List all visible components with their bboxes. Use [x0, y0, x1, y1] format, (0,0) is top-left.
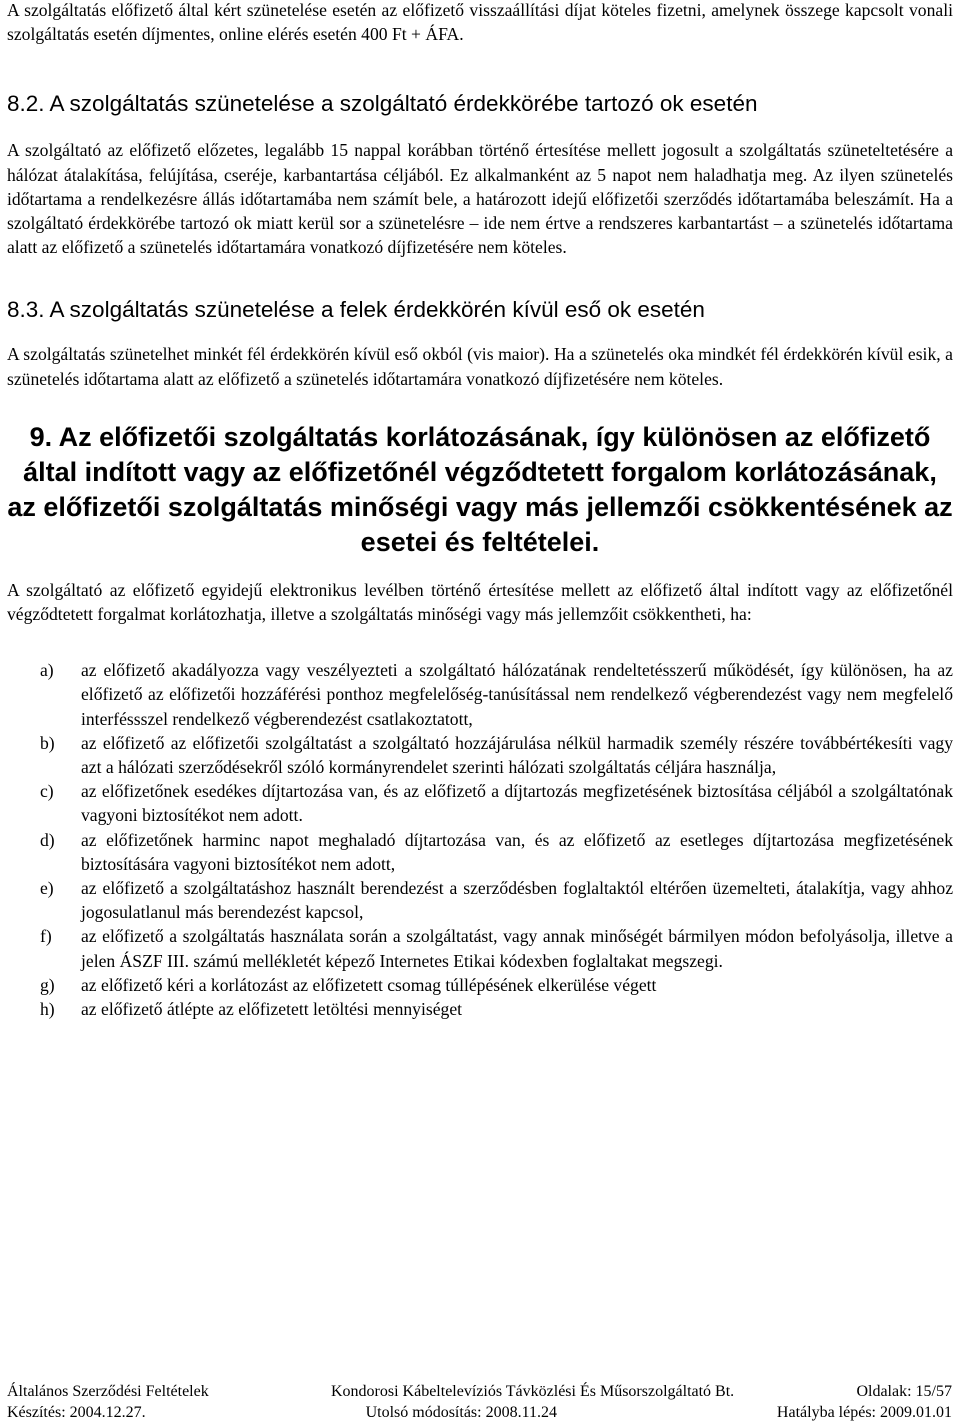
page-footer: [7, 1381, 952, 1423]
list-item: [7, 779, 953, 827]
footer-effective-date: Hatályba lépés: 2009.01.01: [776, 1404, 952, 1421]
list-item: [7, 973, 953, 997]
section-9-heading: 9. Az előfizetői szolgáltatás korlátozásának, így különösen az előfizető által indított vagy az előfizetőnél végződtetett forgalom korlátozásának, az előfizetői szolgáltatás minőségi vagy más jellemzői csökkentésének az esetei és feltételei.: [7, 421, 953, 557]
footer-row-1: [7, 1381, 952, 1402]
list-item-text: az előfizető átlépte az előfizetett letöltési mennyiséget: [81, 999, 463, 1020]
section-8-2-body: A szolgáltató az előfizető előzetes, legalább 15 nappal korábban történő értesítése mellett jogosult a szolgáltatás szüneteltetésére a hálózat átalakítása, felújítása, cseréje, karbantartása céljából. Ez alkalmanként az 5 napot nem haladhatja meg. Az ilyen szünetelés időtartama a rendelkezésre állás időtartamába nem számít bele, a határozott idejű előfizetői szerződés időtartamába beleszámít. Ha a szolgáltató érdekkörébe tartozó ok miatt kerül sor a szünetelésre – ide nem értve a rendszeres karbantartást – a szünetelés időtartama alatt az előfizető a szünetelés időtartamára vonatkozó díjfizetésére nem köteles.: [7, 140, 953, 258]
intro-paragraph: A szolgáltatás előfizető által kért szünetelése esetén az előfizető visszaállítási díjat köteles fizetni, amelynek összege kapcsolt vonali szolgáltatás esetén díjmentes, online elérés esetén 400 Ft + ÁFA.: [7, 0, 953, 45]
document-page: [7, 0, 953, 1021]
list-item-text: az előfizető az előfizetői szolgáltatást a szolgáltató hozzájárulása nélkül harmadik személy részére továbbértékesíti vagy azt a hálózati szerződésekről szóló kormányrendelet szerinti hálózati szolgáltatás céljára használja,: [81, 732, 953, 778]
list-item-text: az előfizető a szolgáltatás használata során a szolgáltatást, vagy annak minőségét bármilyen módon befolyásolja, illetve a jelen ÁSZF III. számú mellékletét képező Internetes Etikai kódexben foglaltakat megszegi.: [81, 926, 953, 971]
section-8-3-body: A szolgáltatás szünetelhet minkét fél érdekkörén kívül eső okból (vis maior). Ha a szünetelés oka mindkét fél érdekkörén kívül esik, a szünetelés időtartama alatt az előfizető a szünetelés időtartamára vonatkozó díjfizetésére nem köteles.: [7, 344, 953, 389]
footer-modified-date: Utolsó módosítás: 2008.11.24: [365, 1404, 557, 1421]
footer-company: Kondorosi Kábeltelevíziós Távközlési És Műsorszolgáltató Bt.: [330, 1383, 735, 1400]
footer-row-2: [7, 1402, 952, 1423]
list-item: [7, 924, 953, 972]
section-8-3-heading: 8.3. A szolgáltatás szünetelése a felek érdekkörén kívül eső ok esetén: [7, 297, 705, 323]
list-item: [7, 997, 953, 1021]
list-item: [7, 658, 953, 731]
list-marker: d): [40, 829, 55, 850]
list-item-text: az előfizető a szolgáltatáshoz használt berendezést a szerződésben foglaltaktól eltérően üzemelteti, átalakítja, vagy ahhoz jogosulatlanul más berendezést kapcsol,: [81, 878, 953, 923]
section-9-body: A szolgáltató az előfizető egyidejű elektronikus levélben történő értesítése mellett az előfizető által indított vagy az előfizetőnél végződtetett forgalmat korlátozhatja, illetve a szolgáltatás minőségi vagy más jellemzőit csökkentheti, ha:: [7, 579, 953, 625]
list-marker: b): [40, 732, 55, 753]
list-item-text: az előfizető akadályozza vagy veszélyezteti a szolgáltató hálózatának rendeltetésszerű működését, így különösen, ha az előfizető az előfizetői hozzáférési ponthoz megfelelőség-tanúsítással nem rendelkező végberendezést vagy nem megfelelő interféssszel rendelkező végberendezést csatlakoztatott,: [81, 660, 953, 729]
footer-created-date: Készítés: 2004.12.27.: [7, 1404, 146, 1421]
list-item-text: az előfizetőnek harminc napot meghaladó díjtartozása van, és az előfizető az esetleges díjtartozása megfizetésének biztosítására vagyoni biztosítékot nem adott,: [81, 829, 953, 874]
section-8-2-heading: 8.2. A szolgáltatás szünetelése a szolgáltató érdekkörébe tartozó ok esetén: [7, 91, 758, 117]
list-marker: h): [40, 999, 55, 1020]
list-marker: f): [40, 926, 52, 947]
footer-page-count: Oldalak: 15/57: [856, 1383, 952, 1400]
footer-doc-title: Általános Szerződési Feltételek: [7, 1383, 209, 1400]
list-item-text: az előfizető kéri a korlátozást az előfizetett csomag túllépésének elkerülése végett: [81, 974, 657, 995]
list-item-text: az előfizetőnek esedékes díjtartozása van, és az előfizető a díjtartozás megfizetésének biztosítása céljából a szolgáltatónak vagyoni biztosítékot nem adott.: [81, 781, 953, 826]
list-item: [7, 828, 953, 876]
list-marker: c): [40, 781, 54, 802]
condition-list: [7, 658, 953, 1021]
list-item: [7, 876, 953, 924]
list-marker: e): [40, 878, 54, 899]
list-item: [7, 731, 953, 779]
list-marker: g): [40, 974, 55, 995]
list-marker: a): [40, 660, 54, 681]
